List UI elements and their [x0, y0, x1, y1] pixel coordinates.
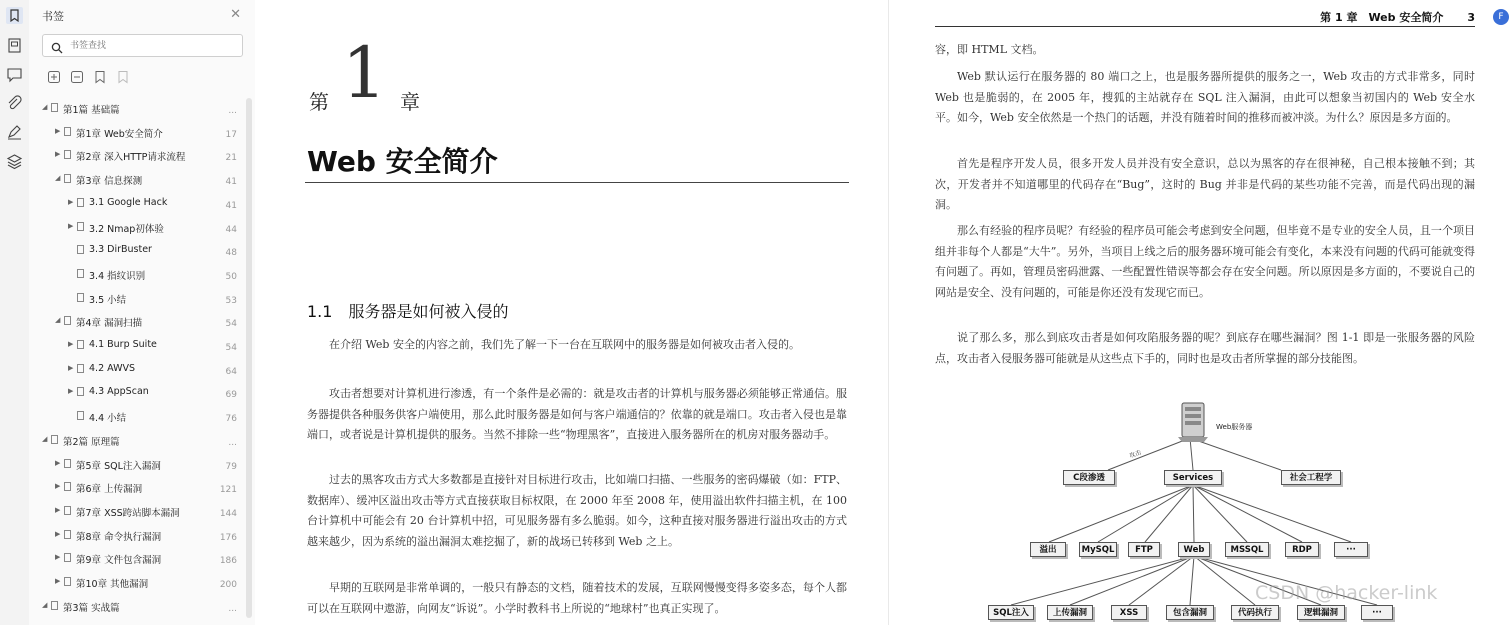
- bookmark-icon: [64, 506, 71, 515]
- bookmark-page: 121: [219, 485, 237, 496]
- title-rule: [305, 182, 849, 183]
- paragraph: 攻击者想要对计算机进行渗透，有一个条件是必需的：就是攻击者的计算机与服务器必须能够正常通信。服务器提供各种服务供客户端使用，那么此时服务器是如何与客户端通信的？依靠的就是端口。攻击者入侵也是靠端口，或者说是计算机提供的服务。当然不排除一些“物理黑客”，直接进入服务器所在的机房对服务器动手。: [307, 387, 847, 441]
- bookmark-item[interactable]: [29, 477, 243, 497]
- node-code-exec: 代码执行: [1231, 605, 1279, 620]
- bookmark-page: 53: [225, 295, 237, 306]
- paragraph: 说了那么多，那么到底攻击者是如何攻陷服务器的呢？到底存在哪些漏洞？图 1-1 即是一张服务器的风险点，攻击者入侵服务器可能就是从这些点下手的，同时也是攻击者所掌握的部分技能图。: [935, 331, 1475, 365]
- bookmark-label: 4.4 小结: [89, 413, 127, 425]
- node-xss: XSS: [1111, 605, 1147, 620]
- bookmark-page: 41: [225, 177, 237, 188]
- signature-icon[interactable]: [6, 124, 23, 141]
- panel-scrollbar[interactable]: [246, 98, 252, 618]
- node-ftp: FTP: [1128, 542, 1160, 557]
- bookmark-label: 3.3 DirBuster: [89, 244, 152, 256]
- bookmark-item[interactable]: [29, 430, 243, 450]
- bookmark-label: 第4章 漏洞扫描: [76, 318, 143, 330]
- bookmark-icon: [64, 530, 71, 539]
- paragraph: Web 默认运行在服务器的 80 端口之上，也是服务器所提供的服务之一，Web 攻击的方式非常多，同时 Web 也是脆弱的，在 2005 年，搜狐的主站就存在 SQL 注入漏洞，由此可以想象当初国内的 Web 安全水平。如今，Web 安全依然是一个热门的话题，并没有随着时间的推移而被冲淡。为什么？原因是多方面的。: [935, 70, 1475, 124]
- watermark: CSDN @hacker-link: [1255, 582, 1438, 604]
- node-mysql: MySQL: [1079, 542, 1117, 557]
- bookmark-item[interactable]: [29, 240, 243, 260]
- bookmark-page: 50: [225, 271, 237, 282]
- bookmark-label: 第8章 命令执行漏洞: [76, 531, 162, 543]
- bookmark-label: 第3篇 实战篇: [63, 602, 120, 614]
- bookmark-label: 4.1 Burp Suite: [89, 339, 157, 350]
- bookmark-page: ...: [228, 106, 237, 116]
- node-social-engineering: 社会工程学: [1281, 470, 1341, 485]
- bookmark-page: ...: [228, 437, 237, 448]
- bookmark-icon: [77, 222, 84, 231]
- thumbnail-icon[interactable]: [6, 37, 23, 54]
- bookmark-icon: [64, 127, 71, 136]
- close-icon[interactable]: ✕: [230, 7, 241, 22]
- expand-arrow-icon[interactable]: ▶: [55, 482, 61, 491]
- bookmark-label: 3.5 小结: [89, 294, 127, 306]
- edge-label: 攻击: [1128, 449, 1143, 460]
- bookmark-page: 186: [219, 556, 237, 567]
- collapse-arrow-icon[interactable]: ◢: [42, 434, 48, 443]
- header-chapter: 第 1 章 Web 安全简介: [1320, 11, 1444, 24]
- bookmark-label: 第6章 上传漏洞: [76, 484, 143, 496]
- bookmark-page: 76: [225, 414, 237, 425]
- expand-arrow-icon[interactable]: ▶: [55, 529, 61, 538]
- figure-lines: [889, 0, 1510, 625]
- server-label: Web服务器: [1216, 423, 1253, 431]
- bookmark-item[interactable]: [29, 525, 243, 545]
- bookmark-icon: [64, 150, 71, 159]
- node-rdp: RDP: [1285, 542, 1319, 557]
- bookmark-page: 21: [225, 153, 237, 164]
- bookmark-label: 第5章 SQL注入漏洞: [76, 460, 161, 472]
- bookmark-page: 64: [225, 366, 237, 377]
- panel-title: 书签: [42, 10, 64, 23]
- bookmark-page: 44: [225, 224, 237, 235]
- bookmark-page: ...: [228, 603, 237, 614]
- bookmark-item[interactable]: [29, 217, 243, 237]
- expand-arrow-icon[interactable]: ▶: [68, 387, 74, 396]
- bookmark-label: 第10章 其他漏洞: [76, 579, 149, 590]
- bookmark-item[interactable]: [29, 382, 243, 402]
- collapse-arrow-icon[interactable]: ◢: [55, 316, 61, 325]
- expand-arrow-icon[interactable]: ▶: [68, 340, 74, 348]
- layers-icon[interactable]: [6, 153, 23, 170]
- node-more: ···: [1334, 542, 1368, 557]
- bookmark-label: 第1章 Web安全简介: [76, 128, 163, 140]
- bookmark-page: 54: [225, 319, 237, 330]
- expand-arrow-icon[interactable]: ▶: [55, 150, 61, 159]
- expand-arrow-icon[interactable]: ▶: [55, 505, 61, 514]
- sidebar-rail: [0, 0, 30, 625]
- paragraph: 早期的互联网是非常单调的，一般只有静态的文档，随着技术的发展，互联网慢慢变得多姿多态，每个人都可以在互联网中遨游，向网友“诉说”。小学时教科书上所说的“地球村”也真正实现了。: [307, 581, 847, 615]
- bookmark-icon[interactable]: [6, 7, 23, 24]
- app-badge-icon[interactable]: F: [1493, 9, 1509, 25]
- chapter-prefix: 第: [309, 90, 329, 114]
- bookmark-label: 第2篇 原理篇: [63, 436, 120, 448]
- bookmark-item[interactable]: [29, 335, 243, 355]
- bookmark-page: 200: [219, 580, 237, 590]
- bookmark-page: 54: [225, 343, 237, 353]
- node-web: Web: [1178, 542, 1210, 557]
- left-page: [255, 0, 888, 625]
- bookmark-icon: [64, 459, 71, 468]
- bookmark-item[interactable]: [29, 98, 243, 118]
- chapter-suffix: 章: [400, 90, 420, 114]
- node-upload-vuln: 上传漏洞: [1047, 605, 1093, 620]
- bookmark-item[interactable]: [29, 454, 243, 474]
- collapse-arrow-icon[interactable]: ◢: [42, 600, 48, 609]
- expand-all-icon[interactable]: [47, 69, 61, 83]
- bookmark-item[interactable]: [29, 359, 243, 379]
- figure-1-1: [889, 0, 1510, 625]
- bookmark-label: 第2章 深入HTTP请求流程: [76, 152, 186, 164]
- delete-bookmark-icon[interactable]: [116, 69, 130, 83]
- expand-arrow-icon[interactable]: ▶: [55, 577, 61, 585]
- bookmark-page: 48: [225, 248, 237, 259]
- search-icon: [51, 39, 63, 58]
- bookmark-icon: [77, 340, 84, 349]
- expand-arrow-icon[interactable]: ▶: [68, 363, 74, 372]
- expand-arrow-icon[interactable]: ▶: [68, 221, 74, 230]
- bookmark-item[interactable]: [29, 193, 243, 213]
- bookmark-icon: [77, 364, 84, 373]
- bookmark-icon: [51, 601, 58, 610]
- bookmark-icon: [77, 293, 84, 302]
- paragraph: 在介绍 Web 安全的内容之前，我们先了解一下一台在互联网中的服务器是如何被攻击者入侵的。: [329, 338, 800, 351]
- chapter-number: 1: [342, 32, 387, 114]
- bookmark-item[interactable]: [29, 288, 243, 308]
- node-overflow: 溢出: [1030, 542, 1066, 557]
- paragraph: 那么有经验的程序员呢？有经验的程序员可能会考虑到安全问题，但毕竟不是专业的安全人员，且一个项目组并非每个人都是“大牛”。另外，当项目上线之后的服务器环境可能会有变化，本来没有问题的代码可能就变得有问题了。再如，管理员密码泄露、一些配置性错误等都会存在安全问题。所以原因是多方面的，不要说自己的网站是安全、没有问题的，可能是你还没有发现它而已。: [935, 224, 1475, 299]
- bookmark-item[interactable]: [29, 548, 243, 568]
- bookmark-item[interactable]: [29, 572, 243, 592]
- bookmark-panel: [29, 0, 256, 625]
- bookmark-label: 4.3 AppScan: [89, 386, 149, 398]
- expand-arrow-icon[interactable]: ▶: [68, 197, 74, 206]
- bookmark-label: 第9章 文件包含漏洞: [76, 555, 162, 567]
- bookmark-icon: [51, 103, 58, 112]
- add-bookmark-icon[interactable]: [93, 69, 107, 83]
- node-logic-vuln: 逻辑漏洞: [1297, 605, 1345, 620]
- bookmark-item[interactable]: [29, 596, 243, 616]
- right-page: [889, 0, 1510, 625]
- bookmark-item[interactable]: [29, 311, 243, 331]
- chapter-title: Web 安全简介: [307, 145, 498, 178]
- comment-icon[interactable]: [6, 66, 23, 83]
- collapse-all-icon[interactable]: [70, 69, 84, 83]
- bookmark-page: 144: [219, 508, 237, 519]
- expand-arrow-icon[interactable]: ▶: [55, 126, 61, 135]
- bookmark-label: 第7章 XSS跨站脚本漏洞: [76, 507, 180, 519]
- header-page-number: 3: [1467, 11, 1475, 24]
- bookmark-item[interactable]: [29, 264, 243, 284]
- bookmark-icon: [77, 387, 84, 396]
- bookmark-icon: [64, 174, 71, 183]
- attachment-icon[interactable]: [6, 95, 23, 112]
- bookmark-icon: [64, 482, 71, 491]
- bookmark-page: 69: [225, 390, 237, 401]
- bookmark-item[interactable]: [29, 122, 243, 142]
- bookmark-page: 17: [225, 129, 237, 140]
- bookmark-item[interactable]: [29, 145, 243, 165]
- bookmark-label: 3.2 Nmap初体验: [89, 223, 164, 235]
- bookmark-label: 3.4 指纹识别: [89, 270, 146, 282]
- bookmark-icon: [51, 435, 58, 444]
- bookmark-label: 4.2 AWVS: [89, 362, 136, 374]
- node-more-2: ···: [1361, 605, 1393, 620]
- bookmark-label: 3.1 Google Hack: [89, 196, 168, 208]
- bookmark-icon: [64, 553, 71, 562]
- bookmark-icon: [77, 411, 84, 420]
- section-title: 1.1 服务器是如何被入侵的: [307, 302, 509, 321]
- bookmark-item[interactable]: [29, 501, 243, 521]
- bookmark-page: 41: [225, 200, 237, 211]
- expand-arrow-icon[interactable]: ▶: [55, 458, 61, 467]
- bookmark-icon: [77, 245, 84, 254]
- expand-arrow-icon[interactable]: ▶: [55, 553, 61, 562]
- collapse-arrow-icon[interactable]: ◢: [55, 174, 61, 183]
- bookmark-label: 第3章 信息探测: [76, 176, 143, 188]
- bookmark-icon: [64, 577, 71, 586]
- bookmark-icon: [77, 269, 84, 278]
- bookmark-item[interactable]: [29, 406, 243, 426]
- search-input[interactable]: [70, 37, 235, 54]
- node-include-vuln: 包含漏洞: [1166, 605, 1214, 620]
- node-services: Services: [1164, 470, 1222, 485]
- bookmark-label: 第1篇 基础篇: [63, 105, 120, 116]
- paragraph: 首先是程序开发人员，很多开发人员并没有安全意识，总以为黑客的存在很神秘，自己根本接触不到；其次，开发者并不知道哪里的代码存在“Bug”，这时的 Bug 并非是代码的某些功能不完善，而是代码出现的漏洞。: [935, 157, 1475, 211]
- node-mssql: MSSQL: [1225, 542, 1269, 557]
- bookmark-item[interactable]: [29, 169, 243, 189]
- paragraph: 过去的黑客攻击方式大多数都是直接针对目标进行攻击，比如端口扫描、一些服务的密码爆破（如：FTP、数据库）、缓冲区溢出攻击等方式直接获取目标权限，在 2000 年至 2008 年，使用溢出软件扫描主机，在 100 台计算机中可能会有 20 台计算机中招，可见服务器有多么脆弱。如今，这种直接对服务器进行溢出攻击的方式越来越少，因为系统的溢出漏洞太难挖掘了，新的战场已转移到 Web 之上。: [307, 473, 847, 548]
- bookmark-icon: [77, 198, 84, 207]
- server-icon: [1178, 403, 1208, 442]
- bookmark-page: 176: [219, 532, 237, 543]
- bookmark-icon: [64, 316, 71, 325]
- collapse-arrow-icon[interactable]: ◢: [42, 103, 48, 111]
- node-sql-injection: SQL注入: [988, 605, 1034, 620]
- node-c-segment: C段渗透: [1063, 470, 1115, 485]
- paragraph: 容，即 HTML 文档。: [935, 43, 1044, 56]
- bookmark-search[interactable]: [42, 34, 243, 57]
- bookmark-page: 79: [225, 461, 237, 472]
